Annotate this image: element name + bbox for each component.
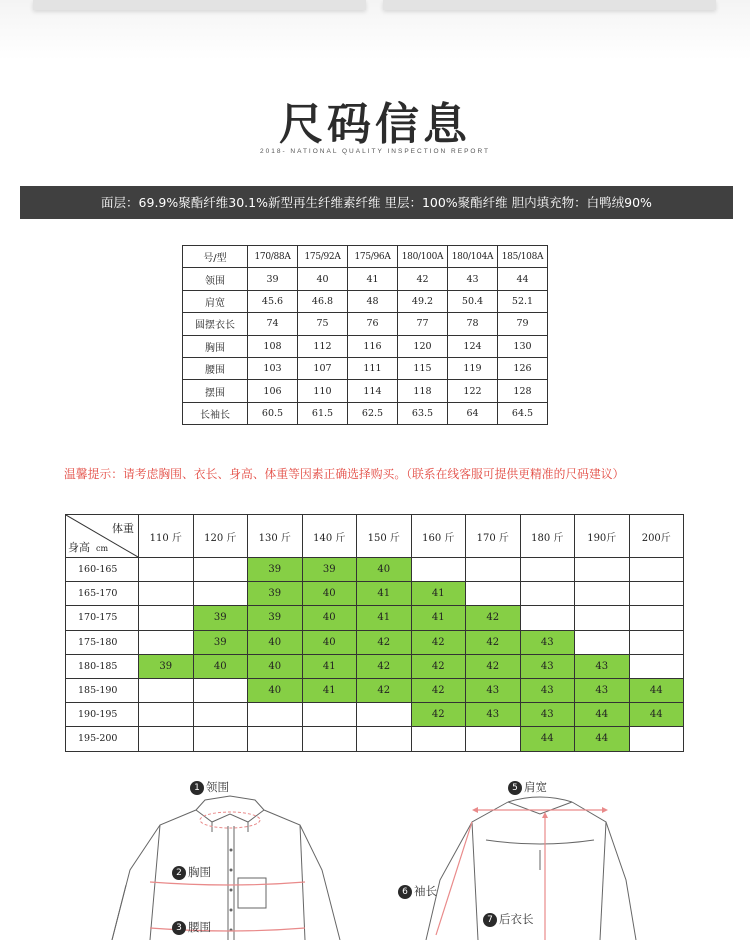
- size-cell: 60.5: [248, 402, 298, 424]
- recommended-size-cell: 39: [248, 606, 303, 630]
- top-card-right: [383, 0, 716, 10]
- recommended-size-cell: 43: [575, 654, 630, 678]
- empty-cell: [520, 606, 575, 630]
- empty-cell: [139, 630, 194, 654]
- back-collar: [508, 797, 572, 802]
- height-range-cell: 160-165: [66, 558, 139, 582]
- recommended-size-cell: 43: [575, 678, 630, 702]
- recommended-size-cell: 40: [248, 654, 303, 678]
- size-table-row: [183, 290, 548, 312]
- size-cell: 48: [348, 290, 398, 312]
- recommended-size-cell: 42: [411, 630, 466, 654]
- size-cell: 115: [398, 357, 448, 379]
- recommended-size-cell: 44: [575, 703, 630, 727]
- label-shoulder: 5 肩宽: [508, 779, 547, 795]
- size-header-cell: 185/108A: [498, 246, 548, 268]
- size-cell: 75: [298, 313, 348, 335]
- fit-table-row: [66, 558, 684, 582]
- empty-cell: [629, 727, 684, 751]
- weight-header-cell: 140 斤: [302, 515, 357, 558]
- size-cell: 118: [398, 380, 448, 402]
- measure-number-2: 2: [172, 866, 186, 880]
- recommended-size-cell: 39: [139, 654, 194, 678]
- size-table-row: [183, 335, 548, 357]
- recommended-size-cell: 42: [466, 654, 521, 678]
- size-cell: 61.5: [298, 402, 348, 424]
- size-cell: 39: [248, 268, 298, 290]
- recommended-size-cell: 40: [302, 606, 357, 630]
- measure-number-7: 7: [483, 913, 497, 927]
- size-header-cell: 175/96A: [348, 246, 398, 268]
- size-table-corner: 号/型: [183, 246, 248, 268]
- weight-header-cell: 110 斤: [139, 515, 194, 558]
- recommended-size-cell: 43: [466, 703, 521, 727]
- recommended-size-cell: 41: [357, 606, 412, 630]
- empty-cell: [466, 582, 521, 606]
- size-cell: 78: [448, 313, 498, 335]
- size-cell: 50.4: [448, 290, 498, 312]
- weight-header-cell: 200斤: [629, 515, 684, 558]
- page-title: 尺码信息: [279, 99, 471, 150]
- recommended-size-cell: 42: [411, 654, 466, 678]
- recommended-size-cell: 40: [302, 582, 357, 606]
- measure-number-6: 6: [398, 885, 412, 899]
- recommended-size-cell: 39: [193, 606, 248, 630]
- height-range-cell: 195-200: [66, 727, 139, 751]
- weight-axis-label: 体重: [112, 522, 134, 535]
- size-row-label: 长袖长: [183, 402, 248, 424]
- height-range-cell: 170-175: [66, 606, 139, 630]
- size-cell: 74: [248, 313, 298, 335]
- fit-table-row: [66, 654, 684, 678]
- size-cell: 106: [248, 380, 298, 402]
- weight-header-cell: 190斤: [575, 515, 630, 558]
- size-cell: 130: [498, 335, 548, 357]
- height-axis-label: 身高 cm: [68, 541, 109, 554]
- label-chest: 2 胸围: [172, 864, 211, 880]
- empty-cell: [139, 606, 194, 630]
- size-cell: 42: [398, 268, 448, 290]
- empty-cell: [466, 727, 521, 751]
- size-table-row: [183, 380, 548, 402]
- size-cell: 103: [248, 357, 298, 379]
- size-cell: 107: [298, 357, 348, 379]
- front-pocket: [238, 878, 266, 908]
- weight-header-cell: 170 斤: [466, 515, 521, 558]
- size-cell: 79: [498, 313, 548, 335]
- size-row-label: 领围: [183, 268, 248, 290]
- size-header-cell: 170/88A: [248, 246, 298, 268]
- recommended-size-cell: 42: [357, 654, 412, 678]
- size-cell: 108: [248, 335, 298, 357]
- empty-cell: [193, 703, 248, 727]
- recommended-size-cell: 42: [411, 703, 466, 727]
- size-cell: 46.8: [298, 290, 348, 312]
- empty-cell: [139, 558, 194, 582]
- height-range-cell: 165-170: [66, 582, 139, 606]
- recommended-size-cell: 42: [466, 606, 521, 630]
- recommended-size-cell: 40: [248, 678, 303, 702]
- recommended-size-cell: 42: [357, 678, 412, 702]
- recommended-size-cell: 39: [248, 558, 303, 582]
- empty-cell: [248, 727, 303, 751]
- recommended-size-cell: 43: [520, 654, 575, 678]
- garment-diagram: [0, 770, 750, 940]
- size-header-cell: 180/104A: [448, 246, 498, 268]
- height-range-cell: 175-180: [66, 630, 139, 654]
- size-cell: 122: [448, 380, 498, 402]
- height-unit: cm: [96, 544, 109, 553]
- recommended-size-cell: 44: [629, 703, 684, 727]
- height-range-cell: 180-185: [66, 654, 139, 678]
- recommended-size-cell: 42: [411, 678, 466, 702]
- size-tip: 温馨提示：请考虑胸围、衣长、身高、体重等因素正确选择购买。（联系在线客服可提供更精准的尺码建议）: [64, 467, 625, 481]
- recommended-size-cell: 41: [411, 606, 466, 630]
- size-cell: 111: [348, 357, 398, 379]
- size-cell: 64.5: [498, 402, 548, 424]
- size-cell: 114: [348, 380, 398, 402]
- recommended-size-cell: 42: [466, 630, 521, 654]
- size-table-row: [183, 357, 548, 379]
- recommended-size-cell: 44: [629, 678, 684, 702]
- size-row-label: 腰围: [183, 357, 248, 379]
- recommended-size-cell: 39: [248, 582, 303, 606]
- size-cell: 44: [498, 268, 548, 290]
- size-cell: 76: [348, 313, 398, 335]
- empty-cell: [466, 558, 521, 582]
- size-cell: 40: [298, 268, 348, 290]
- empty-cell: [629, 654, 684, 678]
- weight-header-cell: 130 斤: [248, 515, 303, 558]
- size-cell: 126: [498, 357, 548, 379]
- size-cell: 112: [298, 335, 348, 357]
- size-cell: 110: [298, 380, 348, 402]
- recommended-size-cell: 44: [520, 727, 575, 751]
- fit-table-row: [66, 727, 684, 751]
- height-range-cell: 190-195: [66, 703, 139, 727]
- empty-cell: [302, 727, 357, 751]
- recommended-size-cell: 39: [193, 630, 248, 654]
- label-back-length: 7 后衣长: [483, 911, 534, 927]
- empty-cell: [139, 727, 194, 751]
- recommended-size-cell: 43: [520, 678, 575, 702]
- empty-cell: [139, 678, 194, 702]
- size-cell: 52.1: [498, 290, 548, 312]
- measure-number-3: 3: [172, 921, 186, 935]
- empty-cell: [575, 558, 630, 582]
- fit-table-row: [66, 678, 684, 702]
- empty-cell: [520, 582, 575, 606]
- measure-number-1: 1: [190, 781, 204, 795]
- size-header-cell: 175/92A: [298, 246, 348, 268]
- empty-cell: [357, 703, 412, 727]
- sleeve-measure-line: [436, 822, 472, 935]
- size-table-header-row: [183, 246, 548, 268]
- empty-cell: [193, 678, 248, 702]
- size-cell: 120: [398, 335, 448, 357]
- size-cell: 49.2: [398, 290, 448, 312]
- recommended-size-cell: 41: [302, 678, 357, 702]
- recommended-size-cell: 41: [357, 582, 412, 606]
- empty-cell: [139, 703, 194, 727]
- size-cell: 119: [448, 357, 498, 379]
- empty-cell: [575, 630, 630, 654]
- size-table-row: [183, 402, 548, 424]
- size-table: [182, 245, 548, 425]
- size-header-cell: 180/100A: [398, 246, 448, 268]
- label-waist: 3 腰围: [172, 919, 211, 935]
- size-table-row: [183, 313, 548, 335]
- empty-cell: [629, 582, 684, 606]
- label-sleeve: 6 袖长: [398, 883, 437, 899]
- recommended-size-cell: 40: [248, 630, 303, 654]
- size-cell: 116: [348, 335, 398, 357]
- weight-header-cell: 150 斤: [357, 515, 412, 558]
- height-range-cell: 185-190: [66, 678, 139, 702]
- empty-cell: [193, 558, 248, 582]
- recommended-size-cell: 40: [302, 630, 357, 654]
- size-cell: 128: [498, 380, 548, 402]
- empty-cell: [357, 727, 412, 751]
- recommended-size-cell: 40: [357, 558, 412, 582]
- empty-cell: [520, 558, 575, 582]
- empty-cell: [139, 582, 194, 606]
- empty-cell: [248, 703, 303, 727]
- size-cell: 64: [448, 402, 498, 424]
- empty-cell: [411, 558, 466, 582]
- recommended-size-cell: 44: [575, 727, 630, 751]
- weight-header-cell: 120 斤: [193, 515, 248, 558]
- recommended-size-cell: 41: [411, 582, 466, 606]
- empty-cell: [193, 582, 248, 606]
- material-banner: 面层：69.9%聚酯纤维30.1%新型再生纤维素纤维 里层：100%聚酯纤维 胆内填充物：白鸭绒90%: [20, 186, 733, 219]
- measure-number-5: 5: [508, 781, 522, 795]
- size-cell: 62.5: [348, 402, 398, 424]
- empty-cell: [411, 727, 466, 751]
- size-cell: 43: [448, 268, 498, 290]
- size-row-label: 肩宽: [183, 290, 248, 312]
- empty-cell: [575, 606, 630, 630]
- size-cell: 63.5: [398, 402, 448, 424]
- recommended-size-cell: 39: [302, 558, 357, 582]
- weight-header-cell: 180 斤: [520, 515, 575, 558]
- recommended-size-cell: 43: [520, 703, 575, 727]
- empty-cell: [629, 558, 684, 582]
- fit-table-row: [66, 703, 684, 727]
- recommended-size-cell: 42: [357, 630, 412, 654]
- fit-table-row: [66, 606, 684, 630]
- recommended-size-cell: 40: [193, 654, 248, 678]
- label-collar: 1 领围: [190, 779, 229, 795]
- recommended-size-cell: 43: [520, 630, 575, 654]
- size-row-label: 摆围: [183, 380, 248, 402]
- size-cell: 124: [448, 335, 498, 357]
- empty-cell: [629, 606, 684, 630]
- empty-cell: [302, 703, 357, 727]
- size-row-label: 胸围: [183, 335, 248, 357]
- fit-table: [65, 514, 684, 752]
- recommended-size-cell: 41: [302, 654, 357, 678]
- page-subtitle: 2018- NATIONAL QUALITY INSPECTION REPORT: [259, 148, 491, 155]
- fit-corner-cell: [66, 515, 139, 558]
- weight-header-cell: 160 斤: [411, 515, 466, 558]
- recommended-size-cell: 43: [466, 678, 521, 702]
- empty-cell: [193, 727, 248, 751]
- size-row-label: 圆摆衣长: [183, 313, 248, 335]
- size-cell: 41: [348, 268, 398, 290]
- size-cell: 45.6: [248, 290, 298, 312]
- fit-table-row: [66, 582, 684, 606]
- size-cell: 77: [398, 313, 448, 335]
- fit-table-row: [66, 630, 684, 654]
- top-card-left: [33, 0, 366, 10]
- empty-cell: [575, 582, 630, 606]
- empty-cell: [629, 630, 684, 654]
- size-table-row: [183, 268, 548, 290]
